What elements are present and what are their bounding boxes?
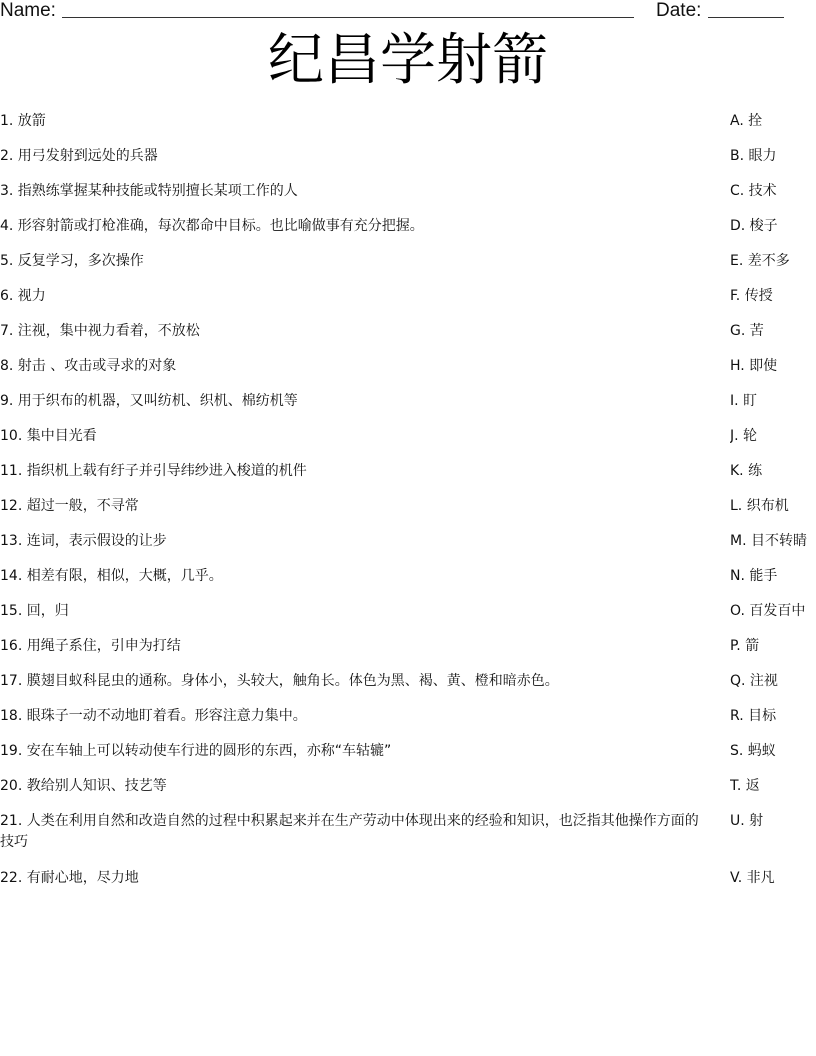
clue-list [0, 111, 706, 903]
clue-item: 8. 射击 、攻击或寻求的对象 [0, 358, 177, 374]
answer-item: E. 差不多 [730, 253, 790, 269]
answer-item: R. 目标 [730, 708, 777, 724]
clue-item: 10. 集中目光看 [0, 428, 97, 444]
answer-item: C. 技术 [730, 183, 777, 199]
answer-item: K. 练 [730, 463, 763, 479]
answer-item: U. 射 [730, 813, 764, 829]
clue-item: 1. 放箭 [0, 113, 46, 129]
clue-item: 6. 视力 [0, 288, 46, 304]
date-label: Date: [656, 0, 702, 21]
answer-item: H. 即使 [730, 358, 778, 374]
clue-item: 20. 教给别人知识、技艺等 [0, 778, 167, 794]
answer-item: P. 箭 [730, 638, 760, 654]
answer-item: A. 拴 [730, 113, 763, 129]
answer-item: M. 目不转睛 [730, 533, 807, 549]
answer-item: V. 非凡 [730, 870, 775, 886]
clue-item: 12. 超过一般，不寻常 [0, 498, 139, 514]
answer-item: T. 返 [730, 778, 760, 794]
answer-item: D. 梭子 [730, 218, 778, 234]
page-title: 纪昌学射箭 [268, 28, 548, 93]
date-line[interactable] [708, 17, 784, 18]
clue-item: 17. 膜翅目蚁科昆虫的通称。身体小，头较大，触角长。体色为黑、褐、黄、橙和暗赤色。 [0, 673, 559, 689]
answer-item: L. 织布机 [730, 498, 789, 514]
answer-item: B. 眼力 [730, 148, 777, 164]
name-label: Name: [0, 0, 56, 21]
answer-item: F. 传授 [730, 288, 773, 304]
clue-item: 2. 用弓发射到远处的兵器 [0, 148, 158, 164]
answer-list [730, 111, 816, 903]
clue-item: 15. 回，归 [0, 603, 69, 619]
clue-item: 22. 有耐心地，尽力地 [0, 870, 139, 886]
clue-item: 13. 连词，表示假设的让步 [0, 533, 167, 549]
answer-item: Q. 注视 [730, 673, 778, 689]
answer-item: S. 蚂蚁 [730, 743, 776, 759]
clue-item: 18. 眼珠子一动不动地盯着看。形容注意力集中。 [0, 708, 307, 724]
clue-item: 7. 注视，集中视力看着，不放松 [0, 323, 200, 339]
clue-item: 3. 指熟练掌握某种技能或特别擅长某项工作的人 [0, 183, 298, 199]
answer-item: O. 百发百中 [730, 603, 806, 619]
clue-item: 11. 指织机上载有纡子并引导纬纱进入梭道的机件 [0, 463, 307, 479]
clue-item: 9. 用于织布的机器，又叫纺机、织机、棉纺机等 [0, 393, 298, 409]
answer-item: J. 轮 [730, 428, 758, 444]
name-line[interactable] [62, 17, 634, 18]
answer-item: G. 苦 [730, 323, 764, 339]
answer-item: N. 能手 [730, 568, 778, 584]
worksheet-header [0, 0, 816, 26]
clue-item: 21. 人类在利用自然和改造自然的过程中积累起来并在生产劳动中体现出来的经验和知识，也泛指其他操作方面的技巧 [0, 813, 699, 850]
clue-item: 14. 相差有限，相似，大概，几乎。 [0, 568, 223, 584]
clue-item: 5. 反复学习，多次操作 [0, 253, 144, 269]
clue-item: 19. 安在车轴上可以转动使车行进的圆形的东西，亦称“车轱辘” [0, 743, 392, 759]
answer-item: I. 盯 [730, 393, 758, 409]
clue-item: 16. 用绳子系住，引申为打结 [0, 638, 181, 654]
clue-item: 4. 形容射箭或打枪准确，每次都命中目标。也比喻做事有充分把握。 [0, 218, 424, 234]
